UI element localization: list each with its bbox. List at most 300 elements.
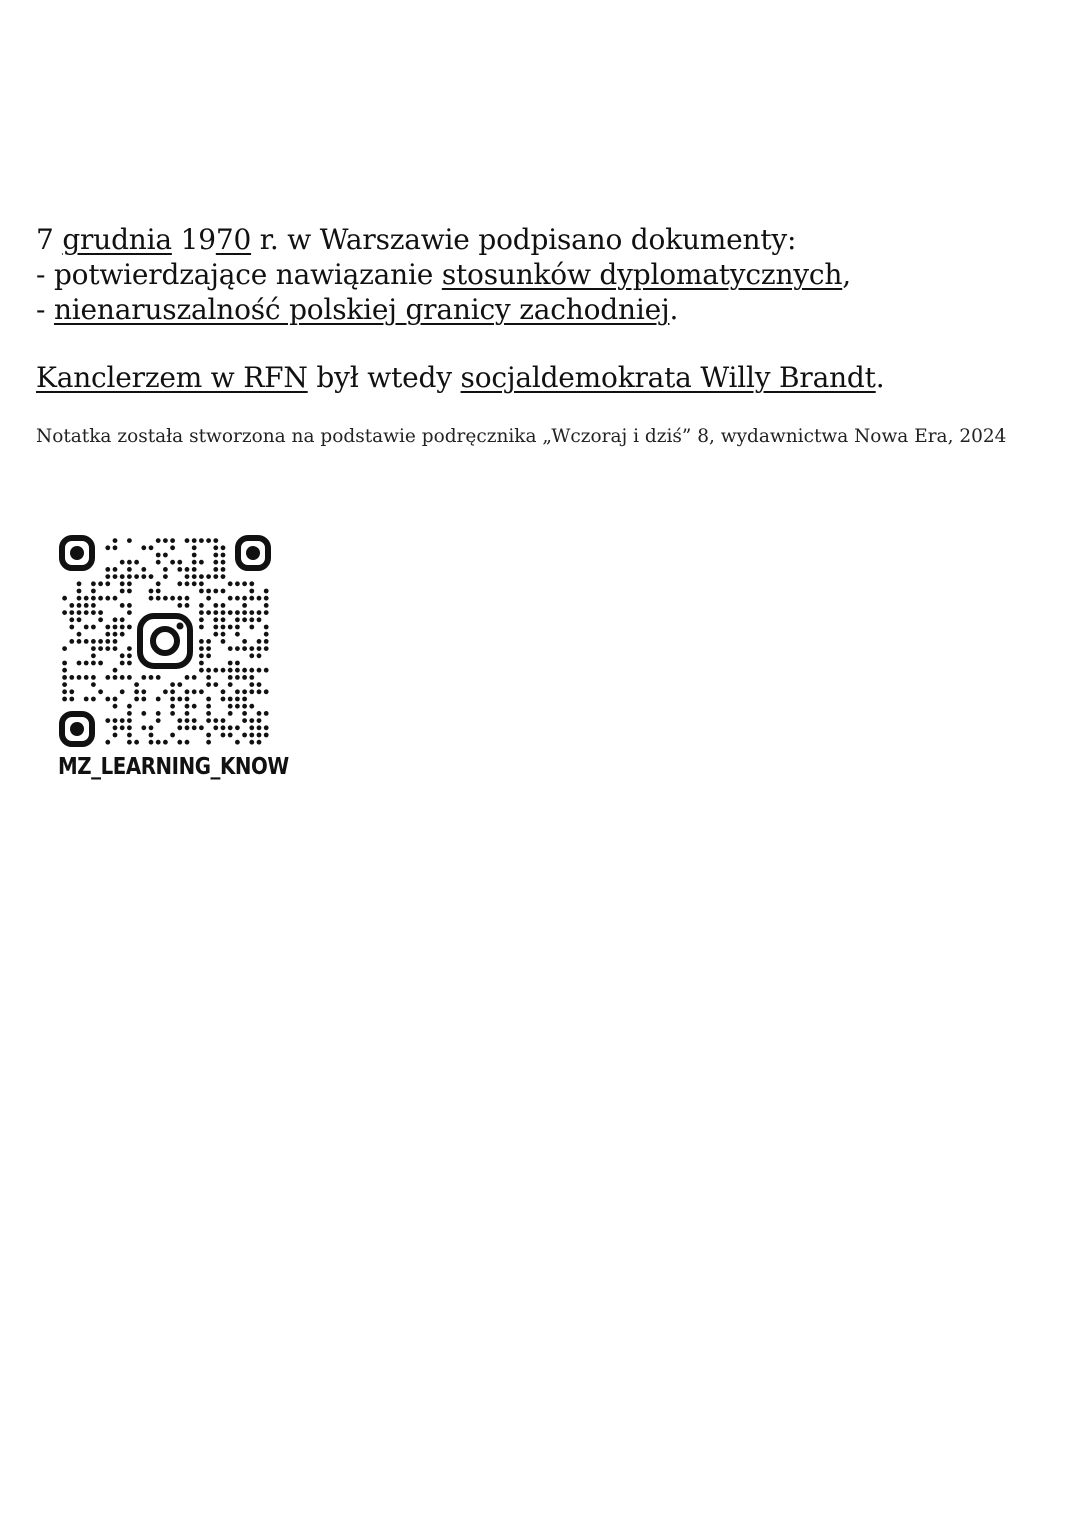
qr-module — [177, 682, 182, 687]
qr-module — [213, 725, 218, 730]
qr-module — [156, 538, 161, 543]
qr-module — [141, 545, 146, 550]
qr-module — [69, 610, 74, 615]
qr-module — [113, 725, 118, 730]
qr-module — [156, 718, 161, 723]
qr-module — [235, 646, 240, 651]
qr-module — [98, 639, 103, 644]
qr-module — [206, 589, 211, 594]
qr-module — [62, 646, 67, 651]
qr-module — [199, 661, 204, 666]
qr-module — [91, 581, 96, 586]
qr-module — [242, 668, 247, 673]
qr-module — [206, 538, 211, 543]
qr-module — [77, 581, 82, 586]
qr-module — [98, 596, 103, 601]
qr-module — [221, 589, 226, 594]
qr-module — [156, 740, 161, 745]
qr-module — [257, 725, 262, 730]
qr-module — [199, 668, 204, 673]
qr-module — [242, 617, 247, 622]
qr-module — [84, 661, 89, 666]
qr-module — [206, 574, 211, 579]
qr-module — [221, 632, 226, 637]
qr-module — [105, 574, 110, 579]
qr-module — [242, 581, 247, 586]
qr-module — [77, 675, 82, 680]
qr-module — [105, 625, 110, 630]
qr-module — [199, 589, 204, 594]
qr-module — [257, 653, 262, 658]
qr-module — [192, 538, 197, 543]
qr-module — [127, 603, 132, 608]
qr-module — [221, 545, 226, 550]
qr-module — [105, 596, 110, 601]
qr-module — [249, 675, 254, 680]
qr-module — [213, 545, 218, 550]
qr-module — [127, 704, 132, 709]
qr-module — [177, 581, 182, 586]
qr-module — [134, 682, 139, 687]
qr-module — [91, 596, 96, 601]
qr-module — [163, 596, 168, 601]
qr-module — [242, 646, 247, 651]
qr-module — [177, 740, 182, 745]
qr-module — [177, 567, 182, 572]
qr-module — [156, 553, 161, 558]
qr-module — [127, 646, 132, 651]
qr-module — [149, 675, 154, 680]
qr-module — [113, 718, 118, 723]
qr-module — [257, 596, 262, 601]
qr-module — [213, 567, 218, 572]
qr-module — [170, 704, 175, 709]
qr-module — [264, 733, 269, 738]
qr-module — [177, 603, 182, 608]
qr-module — [120, 560, 125, 565]
qr-module — [213, 718, 218, 723]
qr-module — [62, 689, 67, 694]
qr-module — [62, 610, 67, 615]
qr-module — [249, 646, 254, 651]
qr-module — [249, 733, 254, 738]
qr-module — [141, 725, 146, 730]
qr-module — [163, 574, 168, 579]
qr-module — [185, 567, 190, 572]
qr-module — [91, 639, 96, 644]
qr-module — [113, 567, 118, 572]
qr-module — [206, 682, 211, 687]
qr-module — [141, 697, 146, 702]
qr-module — [113, 704, 118, 709]
qr-module — [105, 718, 110, 723]
qr-module — [199, 725, 204, 730]
qr-module — [156, 697, 161, 702]
qr-module — [127, 574, 132, 579]
qr-module — [170, 733, 175, 738]
instagram-handle: MZ_LEARNING_KNOW — [58, 754, 289, 780]
qr-module — [221, 668, 226, 673]
qr-module — [177, 718, 182, 723]
qr-module — [206, 596, 211, 601]
qr-module — [170, 596, 175, 601]
qr-module — [185, 603, 190, 608]
qr-module — [228, 625, 233, 630]
qr-module — [199, 538, 204, 543]
qr-module — [127, 711, 132, 716]
qr-module — [257, 711, 262, 716]
qr-module — [77, 617, 82, 622]
qr-module — [84, 625, 89, 630]
qr-module — [98, 610, 103, 615]
qr-module — [257, 733, 262, 738]
qr-module — [206, 639, 211, 644]
qr-module — [141, 689, 146, 694]
qr-module — [235, 581, 240, 586]
underlined-diplomatic-relations: stosunków dyplomatycznych — [441, 258, 843, 291]
qr-module — [199, 603, 204, 608]
qr-module — [113, 733, 118, 738]
qr-module — [228, 675, 233, 680]
qr-module — [235, 610, 240, 615]
qr-finder-top-left — [62, 538, 92, 568]
qr-module — [91, 610, 96, 615]
qr-module — [98, 661, 103, 666]
qr-module — [77, 596, 82, 601]
qr-module — [249, 581, 254, 586]
text-fragment: r. w Warszawie podpisano dokumenty: — [251, 223, 797, 256]
qr-module — [235, 668, 240, 673]
qr-module — [69, 617, 74, 622]
qr-module — [213, 682, 218, 687]
qr-module — [185, 596, 190, 601]
qr-module — [185, 574, 190, 579]
qr-module — [192, 553, 197, 558]
qr-module — [235, 725, 240, 730]
qr-module — [221, 610, 226, 615]
qr-module — [127, 538, 132, 543]
qr-module — [192, 567, 197, 572]
qr-module — [221, 625, 226, 630]
qr-module — [242, 610, 247, 615]
qr-module — [235, 704, 240, 709]
qr-module — [206, 610, 211, 615]
qr-module — [127, 718, 132, 723]
qr-module — [199, 639, 204, 644]
qr-module — [213, 589, 218, 594]
qr-module — [228, 704, 233, 709]
qr-module — [242, 639, 247, 644]
qr-module — [192, 581, 197, 586]
qr-module — [62, 697, 67, 702]
qr-module — [199, 617, 204, 622]
qr-module — [84, 596, 89, 601]
qr-module — [221, 697, 226, 702]
qr-module — [264, 646, 269, 651]
qr-module — [185, 704, 190, 709]
qr-module — [264, 668, 269, 673]
qr-module — [120, 625, 125, 630]
qr-module — [242, 718, 247, 723]
qr-module — [69, 697, 74, 702]
qr-module — [235, 596, 240, 601]
qr-module — [249, 610, 254, 615]
qr-module — [221, 617, 226, 622]
qr-module — [156, 711, 161, 716]
qr-module — [149, 596, 154, 601]
qr-module — [264, 603, 269, 608]
qr-module — [113, 668, 118, 673]
instagram-icon — [134, 610, 196, 672]
qr-module — [170, 697, 175, 702]
qr-module — [141, 574, 146, 579]
qr-module — [199, 610, 204, 615]
qr-module — [62, 682, 67, 687]
qr-module — [264, 589, 269, 594]
qr-module — [84, 610, 89, 615]
qr-module — [149, 725, 154, 730]
qr-module — [113, 632, 118, 637]
qr-module — [242, 697, 247, 702]
qr-module — [120, 689, 125, 694]
qr-module — [257, 740, 262, 745]
qr-module — [177, 560, 182, 565]
qr-module — [206, 711, 211, 716]
qr-module — [213, 632, 218, 637]
underlined-month: grudnia — [62, 223, 172, 256]
qr-module — [69, 675, 74, 680]
text-fragment: , — [842, 258, 851, 291]
qr-module — [120, 718, 125, 723]
qr-module — [91, 625, 96, 630]
qr-module — [206, 675, 211, 680]
qr-module — [249, 704, 254, 709]
qr-module — [192, 560, 197, 565]
qr-module — [77, 589, 82, 594]
qr-module — [235, 689, 240, 694]
qr-module — [120, 632, 125, 637]
qr-module — [249, 740, 254, 745]
qr-module — [113, 639, 118, 644]
qr-module — [199, 574, 204, 579]
qr-finder-top-right — [238, 538, 268, 568]
qr-module — [113, 545, 118, 550]
qr-module — [77, 632, 82, 637]
qr-module — [221, 689, 226, 694]
qr-module — [156, 589, 161, 594]
qr-module — [221, 603, 226, 608]
qr-module — [170, 682, 175, 687]
qr-module — [228, 733, 233, 738]
qr-module — [113, 596, 118, 601]
treaty-point-2 — [36, 292, 1046, 327]
qr-module — [134, 574, 139, 579]
qr-module — [242, 596, 247, 601]
qr-module — [185, 581, 190, 586]
qr-module — [199, 653, 204, 658]
qr-module — [249, 625, 254, 630]
qr-module — [242, 704, 247, 709]
qr-module — [105, 639, 110, 644]
qr-module — [163, 553, 168, 558]
qr-module — [120, 574, 125, 579]
qr-module — [257, 668, 262, 673]
qr-module — [213, 668, 218, 673]
qr-module — [264, 725, 269, 730]
qr-module — [105, 581, 110, 586]
qr-module — [221, 639, 226, 644]
qr-module — [98, 581, 103, 586]
qr-module — [62, 661, 67, 666]
qr-module — [206, 646, 211, 651]
qr-module — [69, 639, 74, 644]
qr-module — [264, 610, 269, 615]
qr-module — [221, 718, 226, 723]
qr-module — [199, 646, 204, 651]
qr-module — [77, 603, 82, 608]
qr-module — [213, 538, 218, 543]
qr-module — [113, 574, 118, 579]
qr-module — [192, 718, 197, 723]
qr-module — [264, 632, 269, 637]
qr-module — [257, 639, 262, 644]
underlined-brandt: socjaldemokrata Willy Brandt — [460, 361, 876, 394]
qr-module — [62, 675, 67, 680]
qr-module — [113, 675, 118, 680]
qr-module — [127, 567, 132, 572]
qr-module — [249, 718, 254, 723]
text-fragment: - — [36, 293, 54, 326]
qr-module — [134, 697, 139, 702]
qr-module — [249, 668, 254, 673]
qr-module — [84, 603, 89, 608]
qr-module — [113, 646, 118, 651]
qr-module — [134, 689, 139, 694]
qr-module — [149, 574, 154, 579]
text-fragment: 7 — [36, 223, 63, 256]
qr-module — [91, 675, 96, 680]
qr-module — [264, 711, 269, 716]
qr-module — [156, 560, 161, 565]
qr-module — [127, 625, 132, 630]
qr-module — [213, 610, 218, 615]
qr-module — [213, 553, 218, 558]
qr-module — [177, 725, 182, 730]
qr-module — [185, 689, 190, 694]
qr-module — [120, 589, 125, 594]
qr-module — [84, 639, 89, 644]
qr-module — [228, 646, 233, 651]
qr-module — [235, 697, 240, 702]
qr-module — [91, 661, 96, 666]
qr-module — [127, 610, 132, 615]
treaty-paragraph — [36, 222, 1046, 327]
qr-module — [185, 718, 190, 723]
qr-module — [206, 668, 211, 673]
qr-module — [242, 675, 247, 680]
qr-module — [249, 653, 254, 658]
qr-module — [69, 603, 74, 608]
qr-block — [58, 534, 289, 780]
qr-module — [170, 711, 175, 716]
qr-module — [228, 581, 233, 586]
qr-module — [185, 538, 190, 543]
qr-module — [264, 639, 269, 644]
qr-module — [120, 603, 125, 608]
qr-module — [113, 617, 118, 622]
qr-module — [91, 697, 96, 702]
qr-module — [206, 740, 211, 745]
qr-module — [91, 682, 96, 687]
qr-module — [228, 725, 233, 730]
qr-module — [249, 589, 254, 594]
qr-module — [156, 596, 161, 601]
qr-module — [120, 581, 125, 586]
qr-module — [192, 545, 197, 550]
qr-module — [120, 617, 125, 622]
qr-module — [120, 675, 125, 680]
text-fragment: był wtedy — [307, 361, 461, 394]
qr-module — [127, 733, 132, 738]
chancellor-paragraph — [36, 360, 884, 395]
qr-module — [213, 625, 218, 630]
qr-module — [242, 711, 247, 716]
qr-module — [127, 581, 132, 586]
qr-module — [113, 538, 118, 543]
qr-module — [156, 581, 161, 586]
qr-module — [264, 625, 269, 630]
qr-module — [213, 560, 218, 565]
qr-module — [105, 740, 110, 745]
qr-module — [257, 610, 262, 615]
qr-module — [249, 617, 254, 622]
text-fragment: 19 — [171, 223, 216, 256]
qr-module — [69, 625, 74, 630]
text-fragment: - potwierdzające nawiązanie — [36, 258, 442, 291]
qr-module — [149, 733, 154, 738]
qr-module — [206, 733, 211, 738]
source-note: Notatka została stworzona na podstawie podręcznika „Wczoraj i dziś” 8, wydawnictwa Nowa Era, 2024 — [36, 426, 1007, 447]
qr-module — [77, 610, 82, 615]
qr-module — [127, 589, 132, 594]
qr-module — [228, 682, 233, 687]
qr-module — [134, 560, 139, 565]
qr-module — [105, 697, 110, 702]
qr-module — [127, 661, 132, 666]
qr-module — [206, 704, 211, 709]
qr-module — [120, 661, 125, 666]
qr-module — [257, 718, 262, 723]
qr-module — [185, 711, 190, 716]
qr-module — [235, 675, 240, 680]
qr-code[interactable] — [58, 534, 272, 748]
qr-module — [141, 567, 146, 572]
qr-module — [192, 704, 197, 709]
qr-module — [213, 617, 218, 622]
qr-module — [192, 675, 197, 680]
qr-module — [127, 725, 132, 730]
qr-module — [221, 560, 226, 565]
qr-module — [199, 689, 204, 694]
qr-module — [235, 617, 240, 622]
qr-module — [127, 740, 132, 745]
qr-module — [235, 625, 240, 630]
qr-module — [91, 653, 96, 658]
qr-module — [141, 711, 146, 716]
qr-module — [170, 560, 175, 565]
underlined-year-part: 70 — [215, 223, 252, 256]
qr-module — [163, 689, 168, 694]
